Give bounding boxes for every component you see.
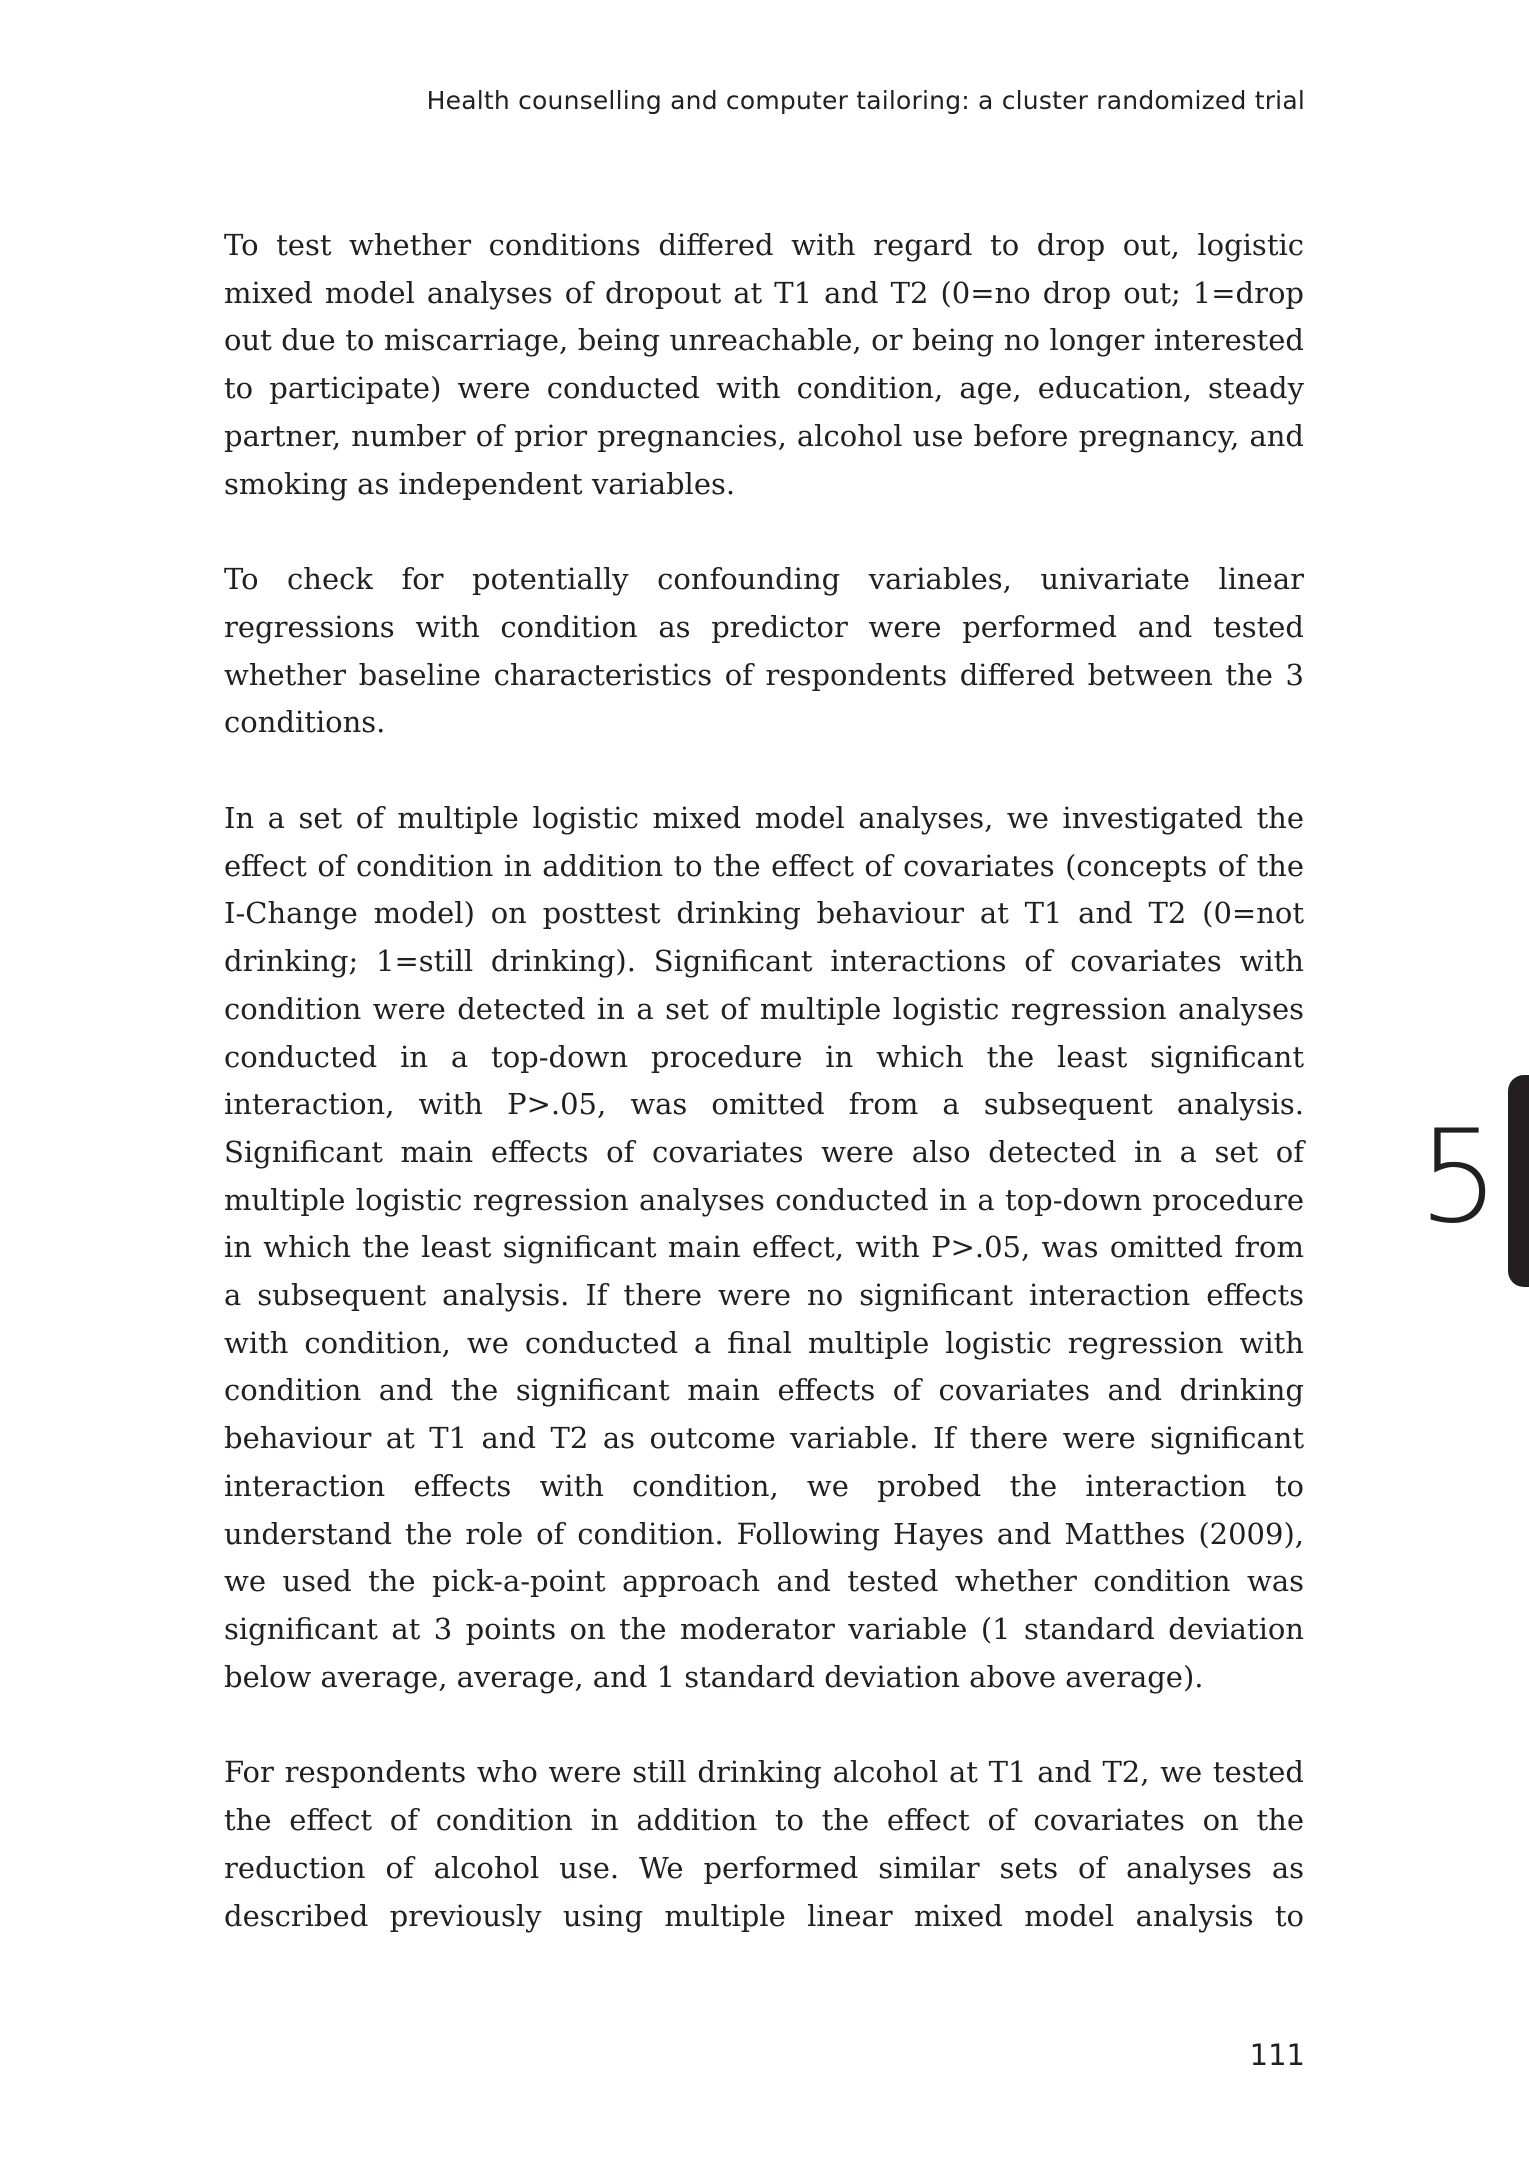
paragraph-confounding-variables: To check for potentially confounding variables, univariate linear regressions with condition as predictor were performed and tested whether baseline characteristics of respondents differed between the 3 conditions. [224, 562, 1304, 740]
paragraph-alcohol-reduction: For respondents who were still drinking alcohol at T1 and T2, we tested the effect of condition in addition to the effect of covariates on the reduction of alcohol use. We performed similar sets of analyses as described previously using multiple linear mixed model analysis to [224, 1755, 1304, 1933]
chapter-number: 5 [1418, 1103, 1500, 1252]
paragraph-logistic-mixed-model: In a set of multiple logistic mixed model analyses, we investigated the effect of condition in addition to the effect of covariates (concepts of the I-Change model) on posttest drinking behaviour at T1 and T2 (0=not drinking; 1=still drinking). Significant interactions of covariates with condition were detected in a set of multiple logistic regression analyses conducted in a top-down procedure in which the least significant interaction, with P>.05, was omitted from a subsequent analysis. Significant main effects of covariates were also detected in a set of multiple logistic regression analyses conducted in a top-down procedure in which the least significant main effect, with P>.05, was omitted from a subsequent analysis. If there were no significant interaction effects with condition, we conducted a final multiple logistic regression with condition and the significant main effects of covariates and drinking behaviour at T1 and T2 as outcome variable. If there were significant interaction effects with condition, we probed the interaction to understand the role of condition. Following Hayes and Matthes (2009), we used the pick-a-point approach and tested whether condition was significant at 3 points on the moderator variable (1 standard deviation below average, average, and 1 standard deviation above average). [224, 801, 1304, 1694]
body-text [224, 222, 1304, 1940]
running-header: Health counselling and computer tailoring: a cluster randomized trial [426, 86, 1305, 115]
chapter-thumb-tab [1508, 1075, 1529, 1287]
page-number: 111 [1249, 2038, 1305, 2072]
paragraph-dropout-analysis: To test whether conditions differed with regard to drop out, logistic mixed model analyses of dropout at T1 and T2 (0=no drop out; 1=drop out due to miscarriage, being unreachable, or being no longer interested to participate) were conducted with condition, age, education, steady partner, number of prior pregnancies, alcohol use before pregnancy, and smoking as independent variables. [224, 228, 1304, 501]
